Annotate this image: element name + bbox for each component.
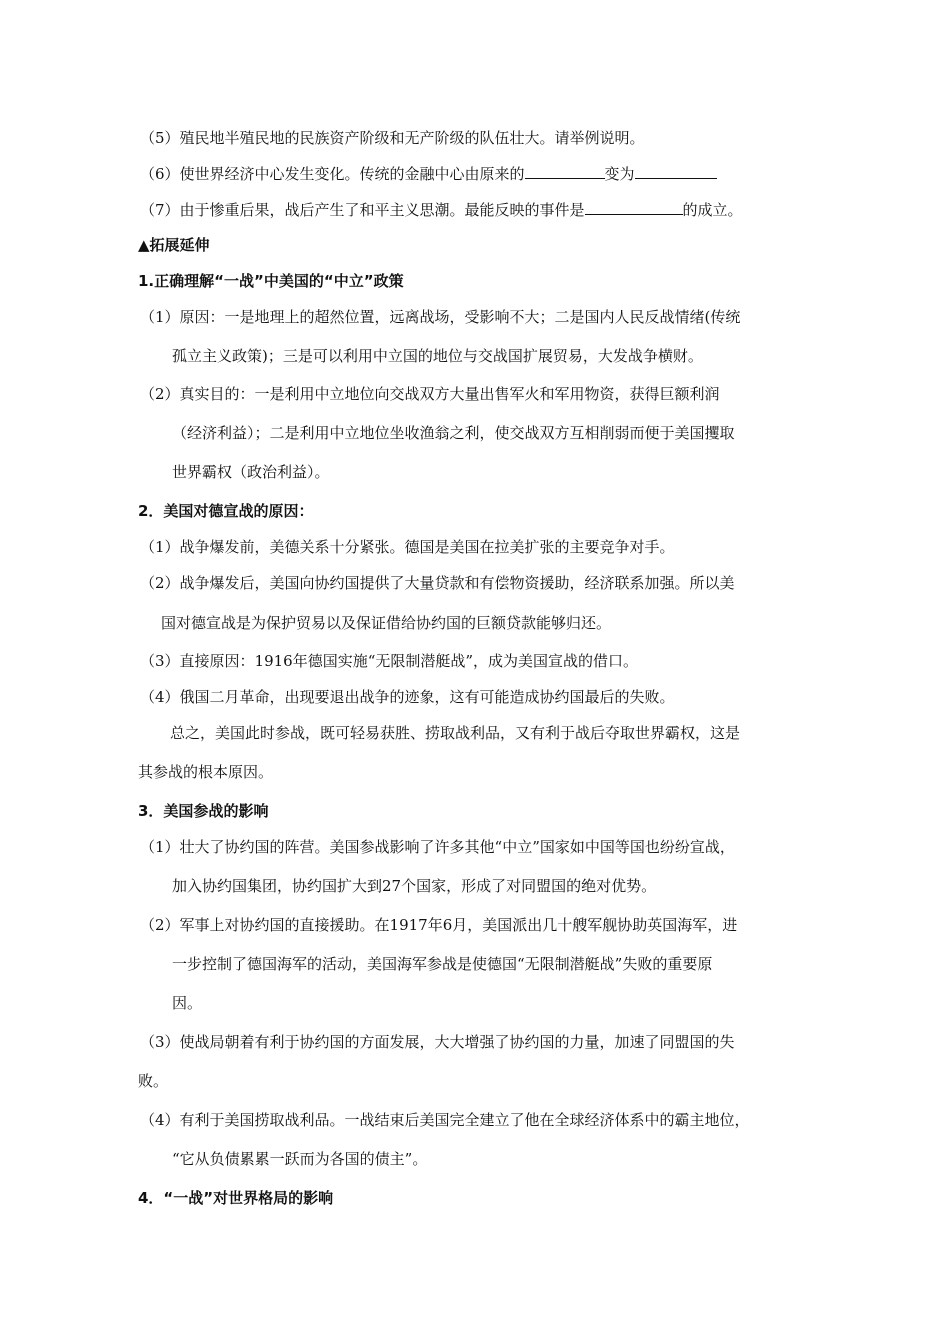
item-7-text-b: 的成立。: [682, 201, 743, 219]
section-3-p2-line3: 因。: [172, 994, 203, 1012]
section-2-p3: （3）直接原因：1916年德国实施“无限制潜艇战”，成为美国宣战的借口。: [140, 652, 639, 670]
section-4-title: 4．“一战”对世界格局的影响: [138, 1189, 334, 1207]
section-1-p1-line1: （1）原因：一是地理上的超然位置，远离战场，受影响不大；二是国内人民反战情绪(传统: [140, 308, 741, 326]
item-6-text-a: （6）使世界经济中心发生变化。传统的金融中心由原来的: [140, 165, 525, 183]
section-1-title: 1.正确理解“一战”中美国的“中立”政策: [138, 272, 404, 290]
section-1-p2-line1: （2）真实目的：一是利用中立地位向交战双方大量出售军火和军用物资，获得巨额利润: [140, 385, 720, 403]
fill-in-blank[interactable]: [635, 162, 717, 179]
section-3-p3-line1: （3）使战局朝着有利于协约国的方面发展，大大增强了协约国的力量，加速了同盟国的失: [140, 1033, 735, 1051]
item-6-text-b: 变为: [604, 165, 635, 183]
section-3-p4-line1: （4）有利于美国捞取战利品。一战结束后美国完全建立了他在全球经济体系中的霸主地位，: [140, 1111, 750, 1129]
section-2-title: 2．美国对德宣战的原因：: [138, 502, 314, 520]
section-1-p1-line2: 孤立主义政策)；三是可以利用中立国的地位与交战国扩展贸易，大发战争横财。: [172, 347, 703, 365]
extension-heading: ▲拓展延伸: [138, 236, 210, 254]
section-1-p2-line2: （经济利益）；二是利用中立地位坐收渔翁之利，使交战双方互相削弱而便于美国攫取: [172, 424, 735, 442]
section-2-p4: （4）俄国二月革命，出现要退出战争的迹象，这有可能造成协约国最后的失败。: [140, 688, 675, 706]
section-3-p1-line2: 加入协约国集团，协约国扩大到27个国家，形成了对同盟国的绝对优势。: [172, 877, 657, 895]
fill-in-blank[interactable]: [525, 162, 605, 179]
section-2-p2-line2: 国对德宣战是为保护贸易以及保证借给协约国的巨额贷款能够归还。: [161, 614, 612, 632]
section-2-p2-line1: （2）战争爆发后，美国向协约国提供了大量贷款和有偿物资援助，经济联系加强。所以美: [140, 574, 735, 592]
item-7: [140, 198, 743, 221]
item-5: （5）殖民地半殖民地的民族资产阶级和无产阶级的队伍壮大。请举例说明。: [140, 129, 645, 147]
item-7-text-a: （7）由于惨重后果，战后产生了和平主义思潮。最能反映的事件是: [140, 201, 585, 219]
section-3-p3-line2: 败。: [138, 1072, 169, 1090]
fill-in-blank[interactable]: [585, 198, 683, 215]
section-3-p1-line1: （1）壮大了协约国的阵营。美国参战影响了许多其他“中立”国家如中国等国也纷纷宣战，: [140, 838, 735, 856]
section-3-p2-line1: （2）军事上对协约国的直接援助。在1917年6月，美国派出几十艘军舰协助英国海军，进: [140, 916, 738, 934]
section-2-summary-line1: 总之，美国此时参战，既可轻易获胜、捞取战利品，又有利于战后夺取世界霸权，这是: [170, 724, 741, 742]
section-2-summary-line2: 其参战的根本原因。: [138, 763, 274, 781]
section-3-title: 3．美国参战的影响: [138, 802, 269, 820]
section-1-p2-line3: 世界霸权（政治利益）。: [172, 463, 330, 481]
section-3-p4-line2: “它从负债累累一跃而为各国的债主”。: [172, 1150, 428, 1168]
section-3-p2-line2: 一步控制了德国海军的活动，美国海军参战是使德国“无限制潜艇战”失败的重要原: [172, 955, 713, 973]
item-6: [140, 162, 717, 185]
section-2-p1: （1）战争爆发前，美德关系十分紧张。德国是美国在拉美扩张的主要竞争对手。: [140, 538, 675, 556]
